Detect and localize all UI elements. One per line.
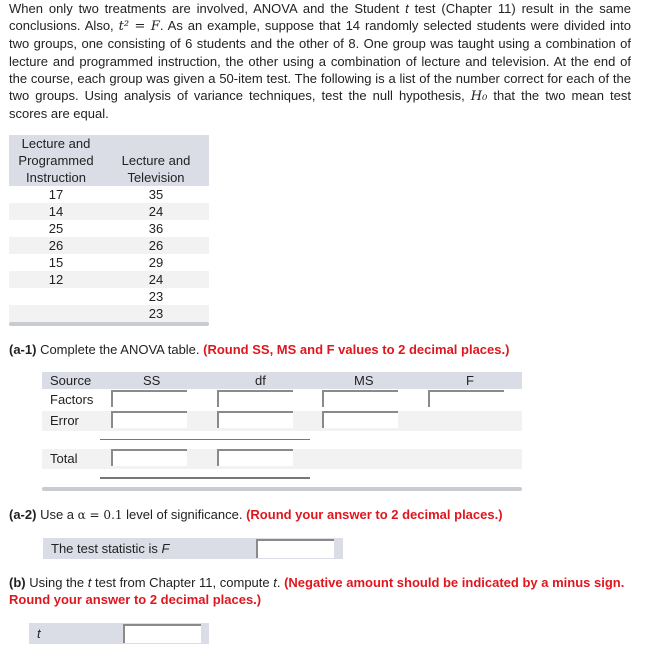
error-df-input[interactable]	[217, 411, 293, 428]
error-ss-input[interactable]	[111, 411, 187, 428]
question-a2: (a-2) Use a α = 0.1 level of significance. (Round your answer to 2 decimal places.)	[9, 507, 503, 522]
table-row: 23	[9, 305, 209, 322]
anova-row-error: Error	[42, 411, 522, 431]
table-row: 12 24	[9, 271, 209, 288]
table-row: 23	[148, 289, 164, 304]
test-statistic-input[interactable]	[256, 539, 334, 558]
col-header-television: Lecture and Television	[103, 135, 209, 186]
table-bottom-bar	[42, 487, 522, 491]
table-row: 14 24	[9, 203, 209, 220]
factors-f-input[interactable]	[428, 390, 504, 407]
total-df-input[interactable]	[217, 449, 293, 466]
test-statistic-box: The test statistic is F	[43, 538, 343, 559]
error-ms-input[interactable]	[322, 411, 398, 428]
scores-table	[9, 135, 209, 326]
subtotal-rule	[100, 439, 310, 440]
table-bottom-bar	[9, 322, 209, 326]
t-squared-equation: t² = F	[118, 19, 160, 35]
problem-statement: When only two treatments are involved, ANOVA and the Student t test (Chapter 11) result in the same conclusions. Also, t² = F. As an example, suppose that 14 randomly selected students were divided into two groups, one consisting of 6 students and the other of 8. One group was taught using a combination of lecture and programmed instruction, the other using a combination of lecture and television. At the end of the course, each group was given a 50-item test. The following is a list of the number correct for each of the two groups. Using analysis of variance techniques, test the null hypothesis, H₀ that the two mean test scores are equal.	[9, 1, 631, 122]
t-value-input[interactable]	[123, 624, 201, 643]
factors-ms-input[interactable]	[322, 390, 398, 407]
t-variable: t	[405, 1, 409, 16]
total-rule	[100, 477, 310, 479]
table-row: 25 36	[48, 221, 164, 236]
table-row: 17 35	[48, 187, 164, 202]
anova-row-total: Total	[42, 449, 522, 469]
total-ss-input[interactable]	[111, 449, 187, 466]
anova-row-factors: Factors	[42, 390, 522, 410]
col-header-programmed: Lecture and Programmed Instruction	[9, 135, 103, 186]
t-value-box: t	[29, 623, 209, 644]
factors-ss-input[interactable]	[111, 390, 187, 407]
factors-df-input[interactable]	[217, 390, 293, 407]
anova-header-row: Source SS df MS F	[42, 372, 522, 389]
question-b: (b) Using the t test from Chapter 11, compute t. (Negative amount should be indicated by a minus sign. Round your answer to 2 decimal places.)	[9, 575, 625, 607]
null-hypothesis-symbol: H₀	[470, 89, 488, 105]
table-row: 26 26	[9, 237, 209, 254]
table-row: 15 29	[48, 255, 164, 270]
question-a1: (a-1) Complete the ANOVA table. (Round SS, MS and F values to 2 decimal places.)	[9, 342, 510, 357]
